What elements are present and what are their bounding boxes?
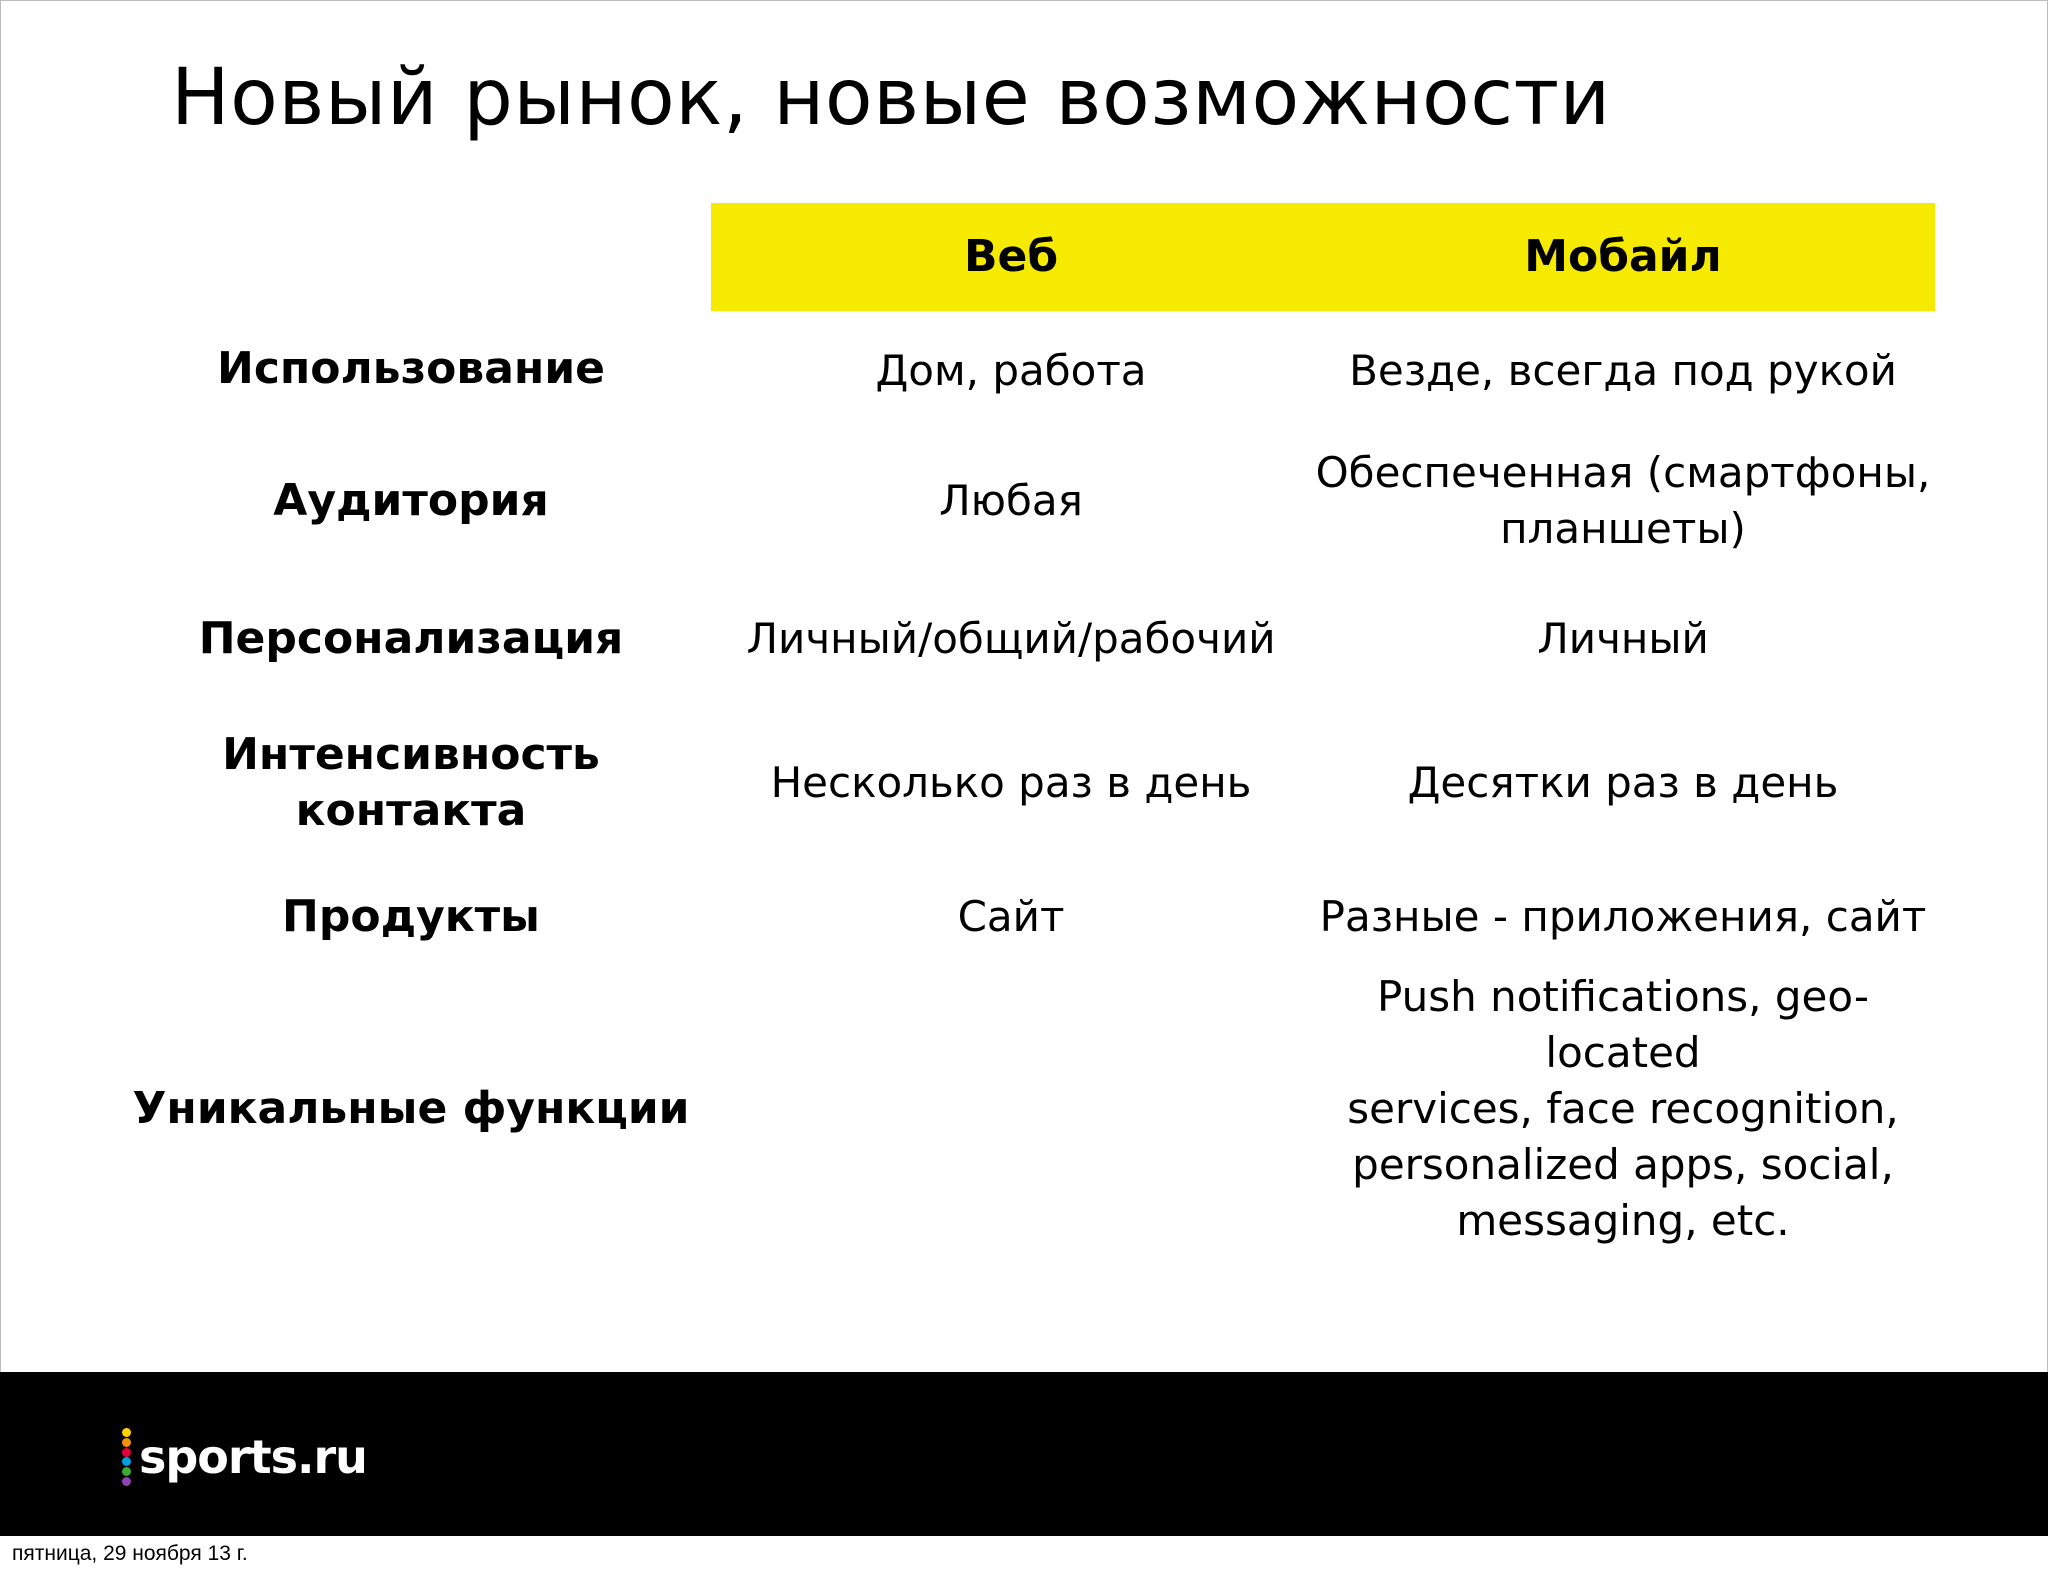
column-header-mobile: Мобайл xyxy=(1524,231,1722,282)
cell-contact-intensity-web: Несколько раз в день xyxy=(770,758,1252,807)
sports-ru-logo xyxy=(122,1424,367,1490)
row-label-personalization: Персонализация xyxy=(198,613,624,664)
logo-dot xyxy=(122,1477,131,1486)
cell-products-mobile: Разные - приложения, сайт xyxy=(1319,892,1927,941)
row-label-unique-features: Уникальные функции xyxy=(132,1083,690,1134)
row-label-contact-intensity: Интенсивность контакта xyxy=(222,729,600,836)
logo-text: sports.ru xyxy=(139,1430,367,1484)
cell-personalization-web: Личный/общий/рабочий xyxy=(746,614,1276,663)
cell-contact-intensity-mobile: Десятки раз в день xyxy=(1407,758,1839,807)
logo-dot xyxy=(122,1448,131,1457)
logo-dot xyxy=(122,1428,131,1437)
cell-usage-mobile: Везде, всегда под рукой xyxy=(1349,346,1897,395)
logo-dot xyxy=(122,1438,131,1447)
cell-personalization-mobile: Личный xyxy=(1537,614,1709,663)
cell-audience-web: Любая xyxy=(939,476,1083,525)
row-label-products: Продукты xyxy=(282,891,540,942)
row-label-audience: Аудитория xyxy=(273,475,549,526)
logo-dot xyxy=(122,1467,131,1476)
slide-title: Новый рынок, новые возможности xyxy=(171,53,1611,143)
cell-audience-mobile: Обеспеченная (смартфоны, планшеты) xyxy=(1315,448,1931,553)
logo-dots-icon xyxy=(122,1428,131,1486)
date-caption: пятница, 29 ноября 13 г. xyxy=(12,1542,248,1565)
logo-dot xyxy=(122,1457,131,1466)
cell-products-web: Сайт xyxy=(957,892,1065,941)
row-label-usage: Использование xyxy=(217,343,605,394)
cell-usage-web: Дом, работа xyxy=(875,346,1147,395)
column-header-web: Веб xyxy=(963,231,1059,282)
cell-unique-features-mobile: Push notifications, geo-located services, face recognition, personalized apps, social, messaging, etc. xyxy=(1347,972,1899,1245)
